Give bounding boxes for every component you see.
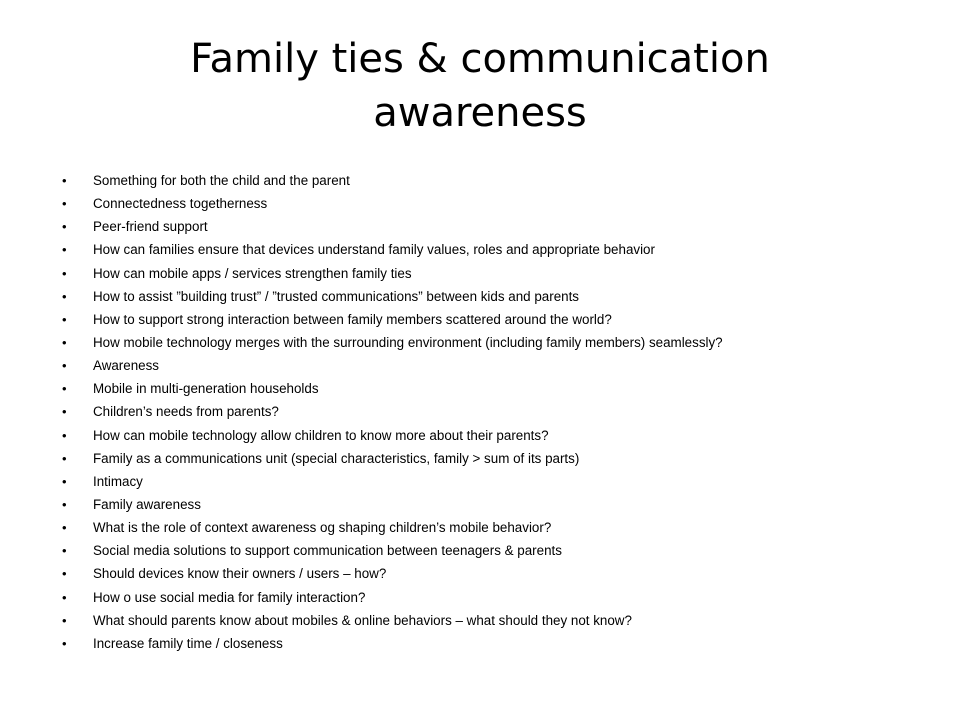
bullet-icon: • — [62, 265, 67, 281]
bullet-text: How can mobile apps / services strengthen family ties — [93, 265, 412, 281]
bullet-icon: • — [62, 612, 67, 628]
bullet-icon: • — [62, 334, 67, 350]
bullet-item — [62, 472, 922, 495]
bullet-icon: • — [62, 196, 67, 212]
bullet-text: How o use social media for family interaction? — [93, 589, 366, 605]
bullet-item — [62, 171, 922, 194]
bullet-text: Awareness — [93, 358, 159, 374]
bullet-item — [62, 588, 922, 611]
bullet-text: Mobile in multi-generation households — [93, 381, 319, 397]
bullet-text: How to support strong interaction between family members scattered around the world? — [93, 311, 612, 327]
bullet-text: Family awareness — [93, 496, 201, 512]
bullet-icon: • — [62, 450, 67, 466]
bullet-item — [62, 611, 922, 634]
bullet-text: Family as a communications unit (special characteristics, family > sum of its parts) — [93, 450, 580, 466]
bullet-icon: • — [62, 173, 67, 188]
bullet-icon: • — [62, 288, 67, 304]
bullet-text: Connectedness togetherness — [93, 196, 268, 212]
bullet-item — [62, 333, 922, 356]
bullet-text: How can families ensure that devices understand family values, roles and appropriate behavior — [93, 242, 655, 258]
bullet-icon: • — [62, 543, 67, 559]
bullet-text: Something for both the child and the parent — [93, 173, 350, 188]
bullet-item — [62, 287, 922, 310]
bullet-item — [62, 194, 922, 217]
bullet-text: How mobile technology merges with the surrounding environment (including family members) seamlessly? — [93, 334, 723, 350]
bullet-text: Should devices know their owners / users – how? — [93, 566, 387, 582]
bullet-item — [62, 634, 922, 657]
bullet-item — [62, 564, 922, 587]
bullet-icon: • — [62, 566, 67, 582]
bullet-item — [62, 449, 922, 472]
slide-title: Family ties & communication awareness — [190, 36, 770, 136]
bullet-icon: • — [62, 520, 67, 536]
bullet-icon: • — [62, 219, 67, 235]
bullet-item — [62, 240, 922, 263]
bullet-item — [62, 541, 922, 564]
bullet-icon: • — [62, 496, 67, 512]
bullet-icon: • — [62, 589, 67, 605]
bullet-item — [62, 402, 922, 425]
bullet-text: What should parents know about mobiles & online behaviors – what should they not know? — [93, 612, 632, 628]
bullet-icon: • — [62, 381, 67, 397]
bullet-item — [62, 518, 922, 541]
bullet-item — [62, 264, 922, 287]
bullet-icon: • — [62, 358, 67, 374]
bullet-text: Children’s needs from parents? — [93, 404, 279, 420]
bullet-text: How to assist ”building trust” / ”trusted communications” between kids and parents — [93, 288, 579, 304]
bullet-text: Social media solutions to support communication between teenagers & parents — [93, 543, 562, 559]
bullet-item — [62, 356, 922, 379]
bullet-item — [62, 217, 922, 240]
bullet-item — [62, 426, 922, 449]
bullet-item — [62, 310, 922, 333]
bullet-text: What is the role of context awareness og shaping children’s mobile behavior? — [93, 520, 552, 536]
bullet-item — [62, 379, 922, 402]
bullet-icon: • — [62, 404, 67, 420]
bullet-icon: • — [62, 311, 67, 327]
bullet-text: Intimacy — [93, 473, 143, 489]
bullet-text: How can mobile technology allow children to know more about their parents? — [93, 427, 549, 443]
bullet-icon: • — [62, 242, 67, 258]
bullet-icon: • — [62, 635, 67, 651]
bullet-list — [62, 171, 922, 657]
bullet-text: Increase family time / closeness — [93, 635, 283, 651]
bullet-text: Peer-friend support — [93, 219, 208, 235]
bullet-item — [62, 495, 922, 518]
bullet-icon: • — [62, 473, 67, 489]
bullet-icon: • — [62, 427, 67, 443]
